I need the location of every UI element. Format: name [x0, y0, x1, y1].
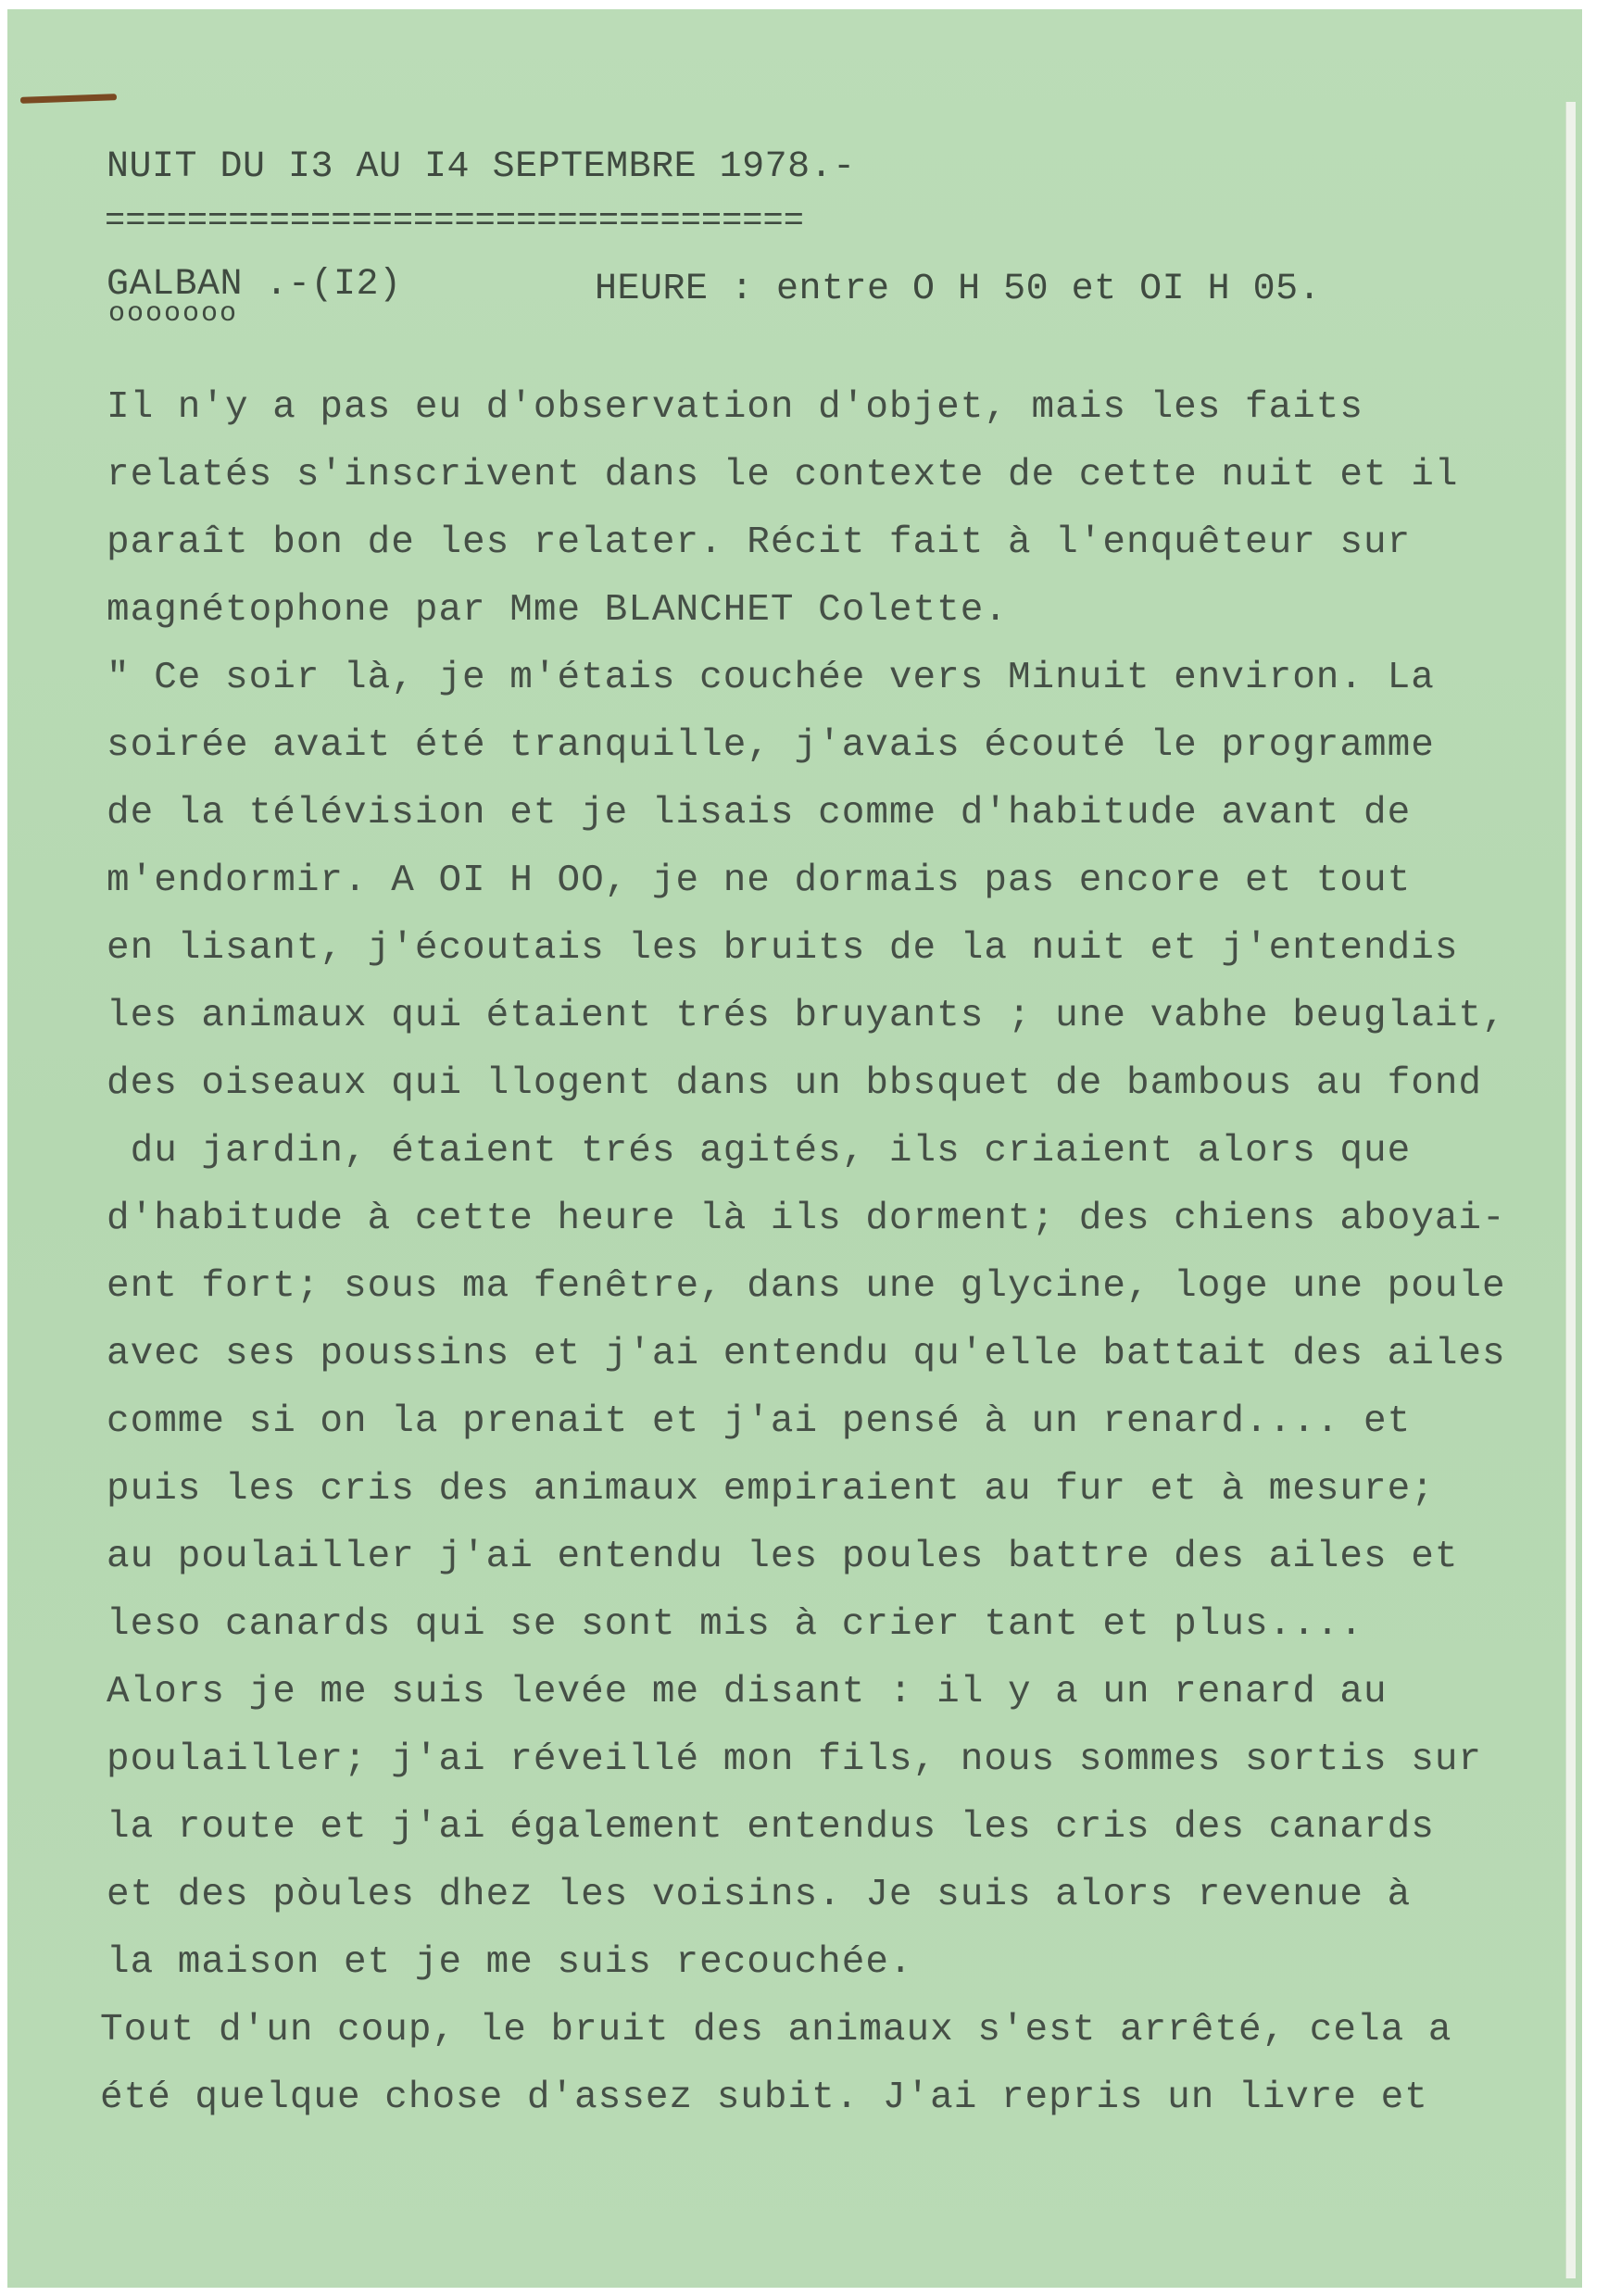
text-line: été quelque chose d'assez subit. J'ai repris un livre et [100, 2076, 1428, 2119]
text-line: leso canards qui se sont mis à crier tant et plus.... [107, 1603, 1364, 1646]
text-line: au poulailler j'ai entendu les poules battre des ailes et [107, 1536, 1459, 1578]
text-line: puis les cris des animaux empiraient au fur et à mesure; [107, 1468, 1435, 1511]
text-line: Alors je me suis levée me disant : il y a un renard au [107, 1671, 1388, 1713]
text-line: la route et j'ai également entendus les cris des canards [107, 1806, 1435, 1849]
text-line: comme si on la prenait et j'ai pensé à un renard.... et [107, 1400, 1412, 1443]
text-line: " Ce soir là, je m'étais couchée vers Minuit environ. La [107, 657, 1435, 699]
text-line: de la télévision et je lisais comme d'habitude avant de [107, 792, 1412, 834]
place-underline: ooooooo [108, 298, 239, 330]
text-line: et des pòules dhez les voisins. Je suis alors revenue à [107, 1874, 1412, 1916]
text-line: la maison et je me suis recouchée. [107, 1941, 913, 1984]
text-line: des oiseaux qui llogent dans un bbsquet de bambous au fond [107, 1062, 1483, 1105]
text-line: soirée avait été tranquille, j'avais écouté le programme [107, 724, 1435, 767]
text-line: magnétophone par Mme BLANCHET Colette. [107, 589, 1008, 632]
document-title: NUIT DU I3 AU I4 SEPTEMBRE 1978.- [107, 146, 856, 188]
place-label: GALBAN .-(I2) [107, 264, 402, 306]
time-label: HEURE : entre O H 50 et OI H 05. [595, 269, 1322, 310]
text-line: relatés s'inscrivent dans le contexte de cette nuit et il [107, 454, 1459, 496]
text-line: d'habitude à cette heure là ils dorment; des chiens aboyai- [107, 1198, 1506, 1240]
text-line: Tout d'un coup, le bruit des animaux s'est arrêté, cela a [100, 2009, 1452, 2051]
text-line: paraît bon de les relater. Récit fait à l'enquêteur sur [107, 521, 1412, 564]
text-line: les animaux qui étaient trés bruyants ; une vabhe beuglait, [107, 995, 1506, 1037]
text-line: m'endormir. A OI H OO, je ne dormais pas encore et tout [107, 859, 1412, 902]
text-line: du jardin, étaient trés agités, ils criaient alors que [107, 1130, 1412, 1173]
text-line: ent fort; sous ma fenêtre, dans une glycine, loge une poule [107, 1265, 1506, 1308]
text-line: avec ses poussins et j'ai entendu qu'elle battait des ailes [107, 1333, 1506, 1375]
text-line: Il n'y a pas eu d'observation d'objet, mais les faits [107, 386, 1364, 429]
text-line: en lisant, j'écoutais les bruits de la nuit et j'entendis [107, 927, 1459, 970]
text-line: poulailler; j'ai réveillé mon fils, nous sommes sortis sur [107, 1738, 1483, 1781]
title-rule: ================================== [105, 202, 804, 241]
